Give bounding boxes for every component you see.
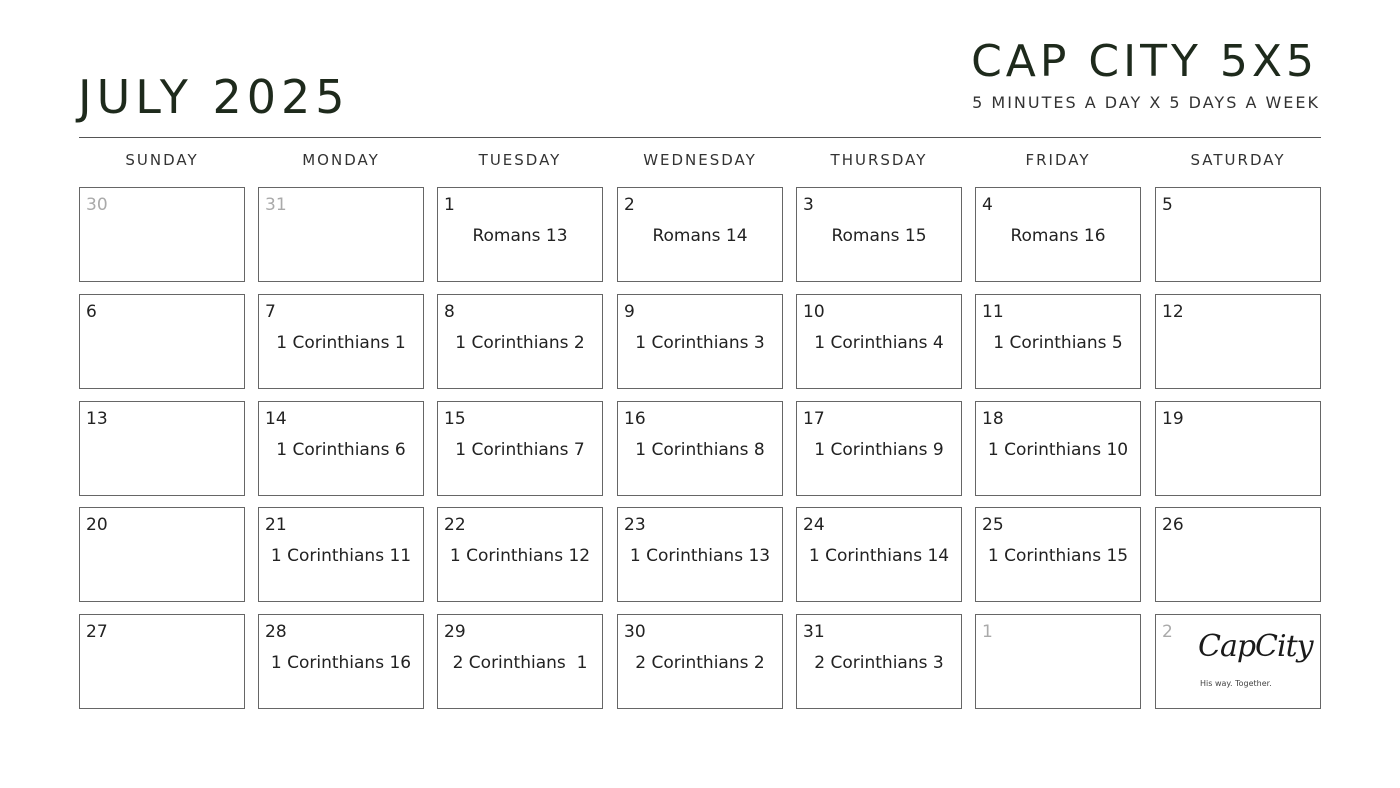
weekday-monday: MONDAY — [302, 151, 380, 169]
reading-text: 1 Corinthians 15 — [987, 546, 1129, 566]
day-cell — [1155, 507, 1321, 602]
day-cell — [437, 507, 603, 602]
reading-text: 2 Corinthians 1 — [452, 653, 588, 673]
reading-text: 1 Corinthians 2 — [455, 333, 585, 353]
day-cell — [617, 614, 783, 709]
day-number: 9 — [624, 302, 635, 322]
day-number: 7 — [265, 302, 276, 322]
day-number: 25 — [982, 515, 1004, 535]
day-cell — [1155, 401, 1321, 496]
day-number: 4 — [982, 195, 993, 215]
day-number: 31 — [265, 195, 287, 215]
weekday-sunday: SUNDAY — [125, 151, 199, 169]
day-number: 16 — [624, 409, 646, 429]
reading-text: 1 Corinthians 14 — [808, 546, 950, 566]
day-cell — [617, 401, 783, 496]
day-number: 2 — [624, 195, 635, 215]
logo-tagline: His way. Together. — [1200, 679, 1272, 688]
day-cell — [79, 294, 245, 389]
reading-text: Romans 13 — [472, 226, 568, 246]
logo-script: CapCity — [1198, 629, 1313, 664]
day-cell — [975, 614, 1141, 709]
capcity-logo — [1186, 627, 1313, 697]
day-cell — [258, 614, 424, 709]
weekday-saturday: SATURDAY — [1190, 151, 1286, 169]
day-cell — [437, 187, 603, 282]
day-cell — [796, 294, 962, 389]
day-number: 6 — [86, 302, 97, 322]
day-number: 10 — [803, 302, 825, 322]
day-number: 29 — [444, 622, 466, 642]
weekday-friday: FRIDAY — [1025, 151, 1091, 169]
day-number: 23 — [624, 515, 646, 535]
day-cell — [258, 507, 424, 602]
month-title: JULY 2025 — [78, 70, 350, 124]
day-cell — [796, 401, 962, 496]
day-number: 28 — [265, 622, 287, 642]
day-number: 1 — [444, 195, 455, 215]
day-number: 18 — [982, 409, 1004, 429]
reading-text: 1 Corinthians 12 — [449, 546, 591, 566]
day-number: 3 — [803, 195, 814, 215]
weekday-tuesday: TUESDAY — [478, 151, 562, 169]
day-cell — [437, 401, 603, 496]
reading-text: 1 Corinthians 10 — [987, 440, 1129, 460]
reading-text: 1 Corinthians 3 — [635, 333, 765, 353]
day-number: 1 — [982, 622, 993, 642]
reading-text: Romans 15 — [831, 226, 927, 246]
day-cell — [796, 614, 962, 709]
day-cell — [617, 187, 783, 282]
day-cell — [79, 401, 245, 496]
day-cell — [975, 187, 1141, 282]
day-number: 14 — [265, 409, 287, 429]
day-cell — [1155, 187, 1321, 282]
reading-text: 1 Corinthians 16 — [270, 653, 412, 673]
brand-tagline: 5 MINUTES A DAY X 5 DAYS A WEEK — [972, 93, 1320, 112]
reading-text: 2 Corinthians 3 — [814, 653, 944, 673]
day-number: 30 — [86, 195, 108, 215]
day-number: 20 — [86, 515, 108, 535]
day-cell — [975, 401, 1141, 496]
reading-text: 1 Corinthians 6 — [276, 440, 406, 460]
day-cell — [975, 294, 1141, 389]
day-cell — [1155, 614, 1321, 709]
day-cell — [258, 401, 424, 496]
day-number: 8 — [444, 302, 455, 322]
day-number: 17 — [803, 409, 825, 429]
day-cell — [258, 294, 424, 389]
day-cell — [437, 614, 603, 709]
day-number: 13 — [86, 409, 108, 429]
weekday-wednesday: WEDNESDAY — [643, 151, 757, 169]
day-number: 31 — [803, 622, 825, 642]
reading-text: Romans 14 — [652, 226, 748, 246]
day-number: 2 — [1162, 622, 1173, 642]
reading-text: 1 Corinthians 1 — [276, 333, 406, 353]
day-cell — [796, 507, 962, 602]
day-number: 22 — [444, 515, 466, 535]
reading-text: 1 Corinthians 5 — [993, 333, 1123, 353]
reading-text: 1 Corinthians 8 — [635, 440, 765, 460]
reading-text: 1 Corinthians 11 — [270, 546, 412, 566]
reading-text: Romans 16 — [1010, 226, 1106, 246]
day-number: 21 — [265, 515, 287, 535]
reading-text: 1 Corinthians 9 — [814, 440, 944, 460]
day-number: 24 — [803, 515, 825, 535]
weekday-thursday: THURSDAY — [830, 151, 928, 169]
day-cell — [617, 294, 783, 389]
day-number: 19 — [1162, 409, 1184, 429]
reading-text: 2 Corinthians 2 — [635, 653, 765, 673]
reading-text: 1 Corinthians 13 — [629, 546, 771, 566]
reading-text: 1 Corinthians 4 — [814, 333, 944, 353]
day-number: 15 — [444, 409, 466, 429]
day-number: 27 — [86, 622, 108, 642]
day-cell — [617, 507, 783, 602]
day-cell — [975, 507, 1141, 602]
day-number: 5 — [1162, 195, 1173, 215]
day-cell — [796, 187, 962, 282]
day-cell — [1155, 294, 1321, 389]
header-divider — [79, 137, 1321, 138]
day-cell — [437, 294, 603, 389]
day-number: 30 — [624, 622, 646, 642]
day-number: 12 — [1162, 302, 1184, 322]
day-number: 11 — [982, 302, 1004, 322]
brand-title: CAP CITY 5X5 — [971, 36, 1318, 87]
day-cell — [79, 614, 245, 709]
reading-text: 1 Corinthians 7 — [455, 440, 585, 460]
day-cell — [79, 507, 245, 602]
day-cell — [79, 187, 245, 282]
day-cell — [258, 187, 424, 282]
day-number: 26 — [1162, 515, 1184, 535]
